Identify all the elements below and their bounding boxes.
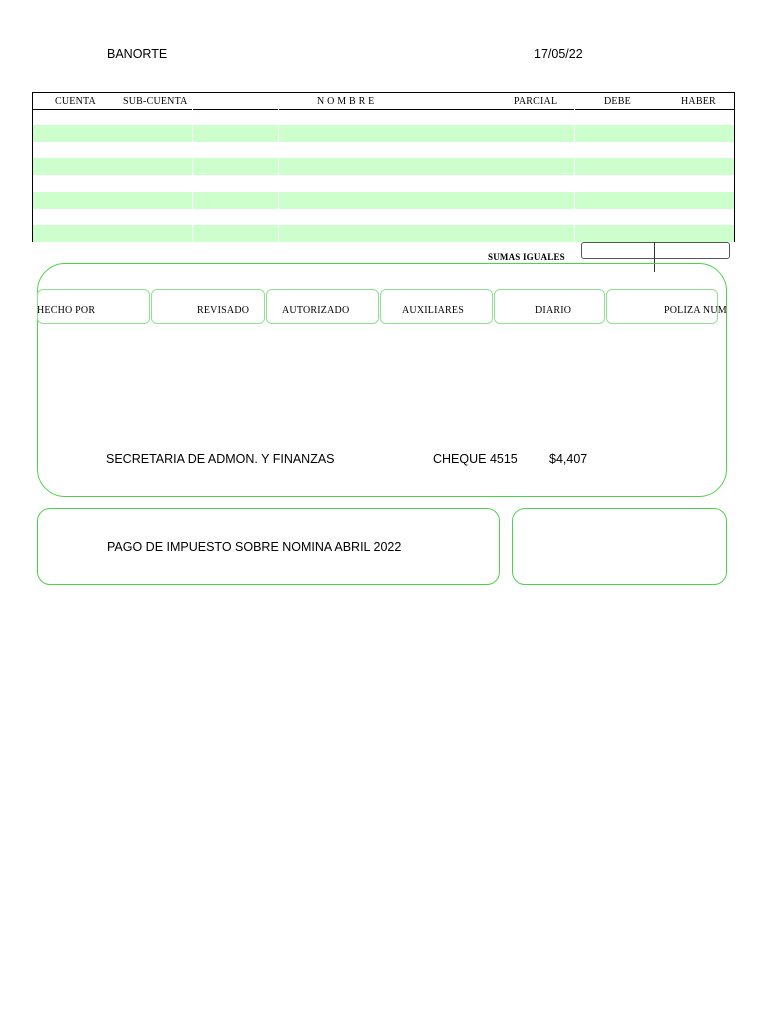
column-nombre: N O M B R E (317, 96, 375, 107)
sumas-iguales-label: SUMAS IGUALES (488, 252, 565, 262)
ledger-row (33, 192, 734, 209)
ledger-row (33, 125, 734, 142)
label-hecho-por: HECHO POR (37, 305, 96, 316)
payee: SECRETARIA DE ADMON. Y FINANZAS (106, 452, 335, 466)
column-debe: DEBE (604, 96, 631, 107)
payment-concept: PAGO DE IMPUESTO SOBRE NOMINA ABRIL 2022 (107, 540, 402, 554)
column-parcial: PARCIAL (514, 96, 558, 107)
column-haber: HABER (681, 96, 716, 107)
document-date: 17/05/22 (534, 47, 583, 61)
column-divider (278, 109, 279, 242)
column-divider (192, 109, 193, 242)
column-divider (574, 109, 575, 242)
ledger-header-row (33, 93, 734, 110)
label-revisado: REVISADO (197, 305, 250, 316)
sumas-iguales-box (581, 242, 730, 259)
label-auxiliares: AUXILIARES (402, 305, 464, 316)
label-poliza-num: POLIZA NUM (664, 305, 727, 316)
label-autorizado: AUTORIZADO (282, 305, 350, 316)
cheque-number: CHEQUE 4515 (433, 452, 518, 466)
label-diario: DIARIO (535, 305, 572, 316)
column-subcuenta: SUB-CUENTA (123, 96, 188, 107)
ledger-row (33, 158, 734, 175)
ledger-row (33, 225, 734, 242)
column-cuenta: CUENTA (55, 96, 96, 107)
bank-name: BANORTE (107, 47, 168, 61)
cheque-amount: $4,407 (549, 452, 588, 466)
ledger-table (32, 92, 735, 242)
blank-box (512, 508, 727, 585)
